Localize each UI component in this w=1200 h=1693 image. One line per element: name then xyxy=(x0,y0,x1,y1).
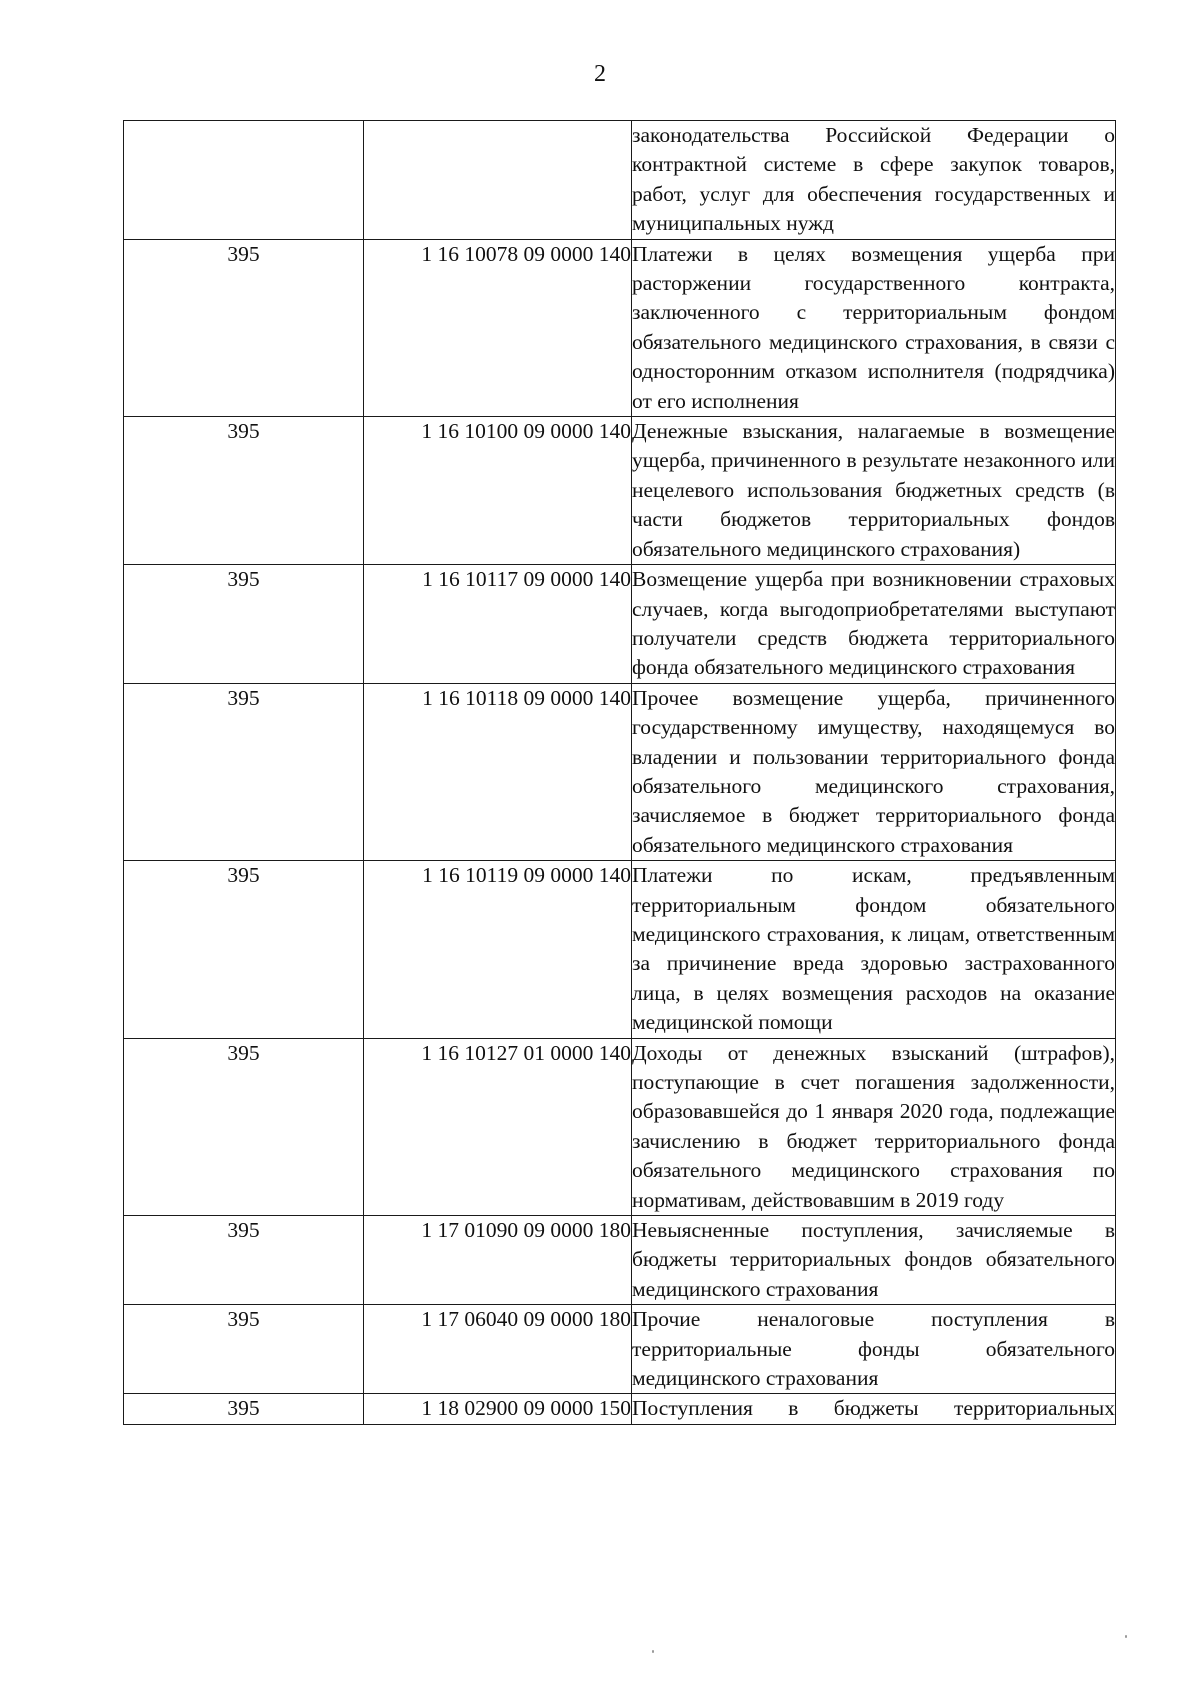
revenue-name-cell: Прочее возмещение ущерба, причиненного государственному имуществу, находящемуся во владении и пользовании территориального фонда обязательного медицинского страхования, зачисляемое в бюджет территориального фонда обязательного медицинского страхования xyxy=(632,683,1116,860)
table-row xyxy=(124,1394,1116,1425)
revenue-name-cell: законодательства Российской Федерации о контрактной системе в сфере закупок товаров, работ, услуг для обеспечения государственных и муниципальных нужд xyxy=(632,121,1116,240)
budget-classification-code-cell: 1 16 10118 09 0000 140 xyxy=(364,683,632,860)
table-row xyxy=(124,1216,1116,1305)
budget-classification-code-cell: 1 16 10100 09 0000 140 xyxy=(364,417,632,565)
table-row xyxy=(124,861,1116,1038)
scan-speck xyxy=(1125,1635,1127,1638)
table-row xyxy=(124,1305,1116,1394)
revenue-name-cell: Невыясненные поступления, зачисляемые в бюджеты территориальных фондов обязательного медицинского страхования xyxy=(632,1216,1116,1305)
revenue-name-cell: Доходы от денежных взысканий (штрафов), поступающие в счет погашения задолженности, образовавшейся до 1 января 2020 года, подлежащие зачислению в бюджет территориального фонда обязательного медицинского страхования по нормативам, действовавшим в 2019 году xyxy=(632,1038,1116,1215)
scan-speck xyxy=(652,1650,654,1653)
administrator-code-cell: 395 xyxy=(124,239,364,416)
administrator-code-cell: 395 xyxy=(124,683,364,860)
revenue-name-cell: Денежные взыскания, налагаемые в возмещение ущерба, причиненного в результате незаконного или нецелевого использования бюджетных средств (в части бюджетов территориальных фондов обязательного медицинского страхования) xyxy=(632,417,1116,565)
budget-classification-code-cell: 1 18 02900 09 0000 150 xyxy=(364,1394,632,1425)
page-number: 2 xyxy=(594,61,606,87)
administrator-code-cell: 395 xyxy=(124,1038,364,1215)
budget-classification-code-cell: 1 16 10119 09 0000 140 xyxy=(364,861,632,1038)
budget-classification-code-cell: 1 16 10078 09 0000 140 xyxy=(364,239,632,416)
table-row xyxy=(124,565,1116,684)
revenue-name-cell: Прочие неналоговые поступления в территориальные фонды обязательного медицинского страхования xyxy=(632,1305,1116,1394)
table-row xyxy=(124,683,1116,860)
budget-classification-code-cell: 1 17 01090 09 0000 180 xyxy=(364,1216,632,1305)
table-row xyxy=(124,239,1116,416)
table-row xyxy=(124,1038,1116,1215)
budget-classification-code-cell xyxy=(364,121,632,240)
administrator-code-cell: 395 xyxy=(124,1394,364,1425)
revenue-name-cell: Поступления в бюджеты территориальных xyxy=(632,1394,1116,1425)
budget-classification-code-cell: 1 17 06040 09 0000 180 xyxy=(364,1305,632,1394)
revenue-name-cell: Возмещение ущерба при возникновении страховых случаев, когда выгодоприобретателями выступают получатели средств бюджета территориального фонда обязательного медицинского страхования xyxy=(632,565,1116,684)
table-row xyxy=(124,417,1116,565)
administrator-code-cell xyxy=(124,121,364,240)
administrator-code-cell: 395 xyxy=(124,861,364,1038)
administrator-code-cell: 395 xyxy=(124,417,364,565)
administrator-code-cell: 395 xyxy=(124,1305,364,1394)
budget-classification-code-cell: 1 16 10117 09 0000 140 xyxy=(364,565,632,684)
revenue-name-cell: Платежи по искам, предъявленным территориальным фондом обязательного медицинского страхования, к лицам, ответственным за причинение вреда здоровью застрахованного лица, в целях возмещения расходов на оказание медицинской помощи xyxy=(632,861,1116,1038)
revenue-name-cell: Платежи в целях возмещения ущерба при расторжении государственного контракта, заключенного с территориальным фондом обязательного медицинского страхования, в связи с односторонним отказом исполнителя (подрядчика) от его исполнения xyxy=(632,239,1116,416)
budget-classification-code-cell: 1 16 10127 01 0000 140 xyxy=(364,1038,632,1215)
administrator-code-cell: 395 xyxy=(124,1216,364,1305)
table-row xyxy=(124,121,1116,240)
administrator-code-cell: 395 xyxy=(124,565,364,684)
revenue-codes-table xyxy=(123,120,1116,1425)
